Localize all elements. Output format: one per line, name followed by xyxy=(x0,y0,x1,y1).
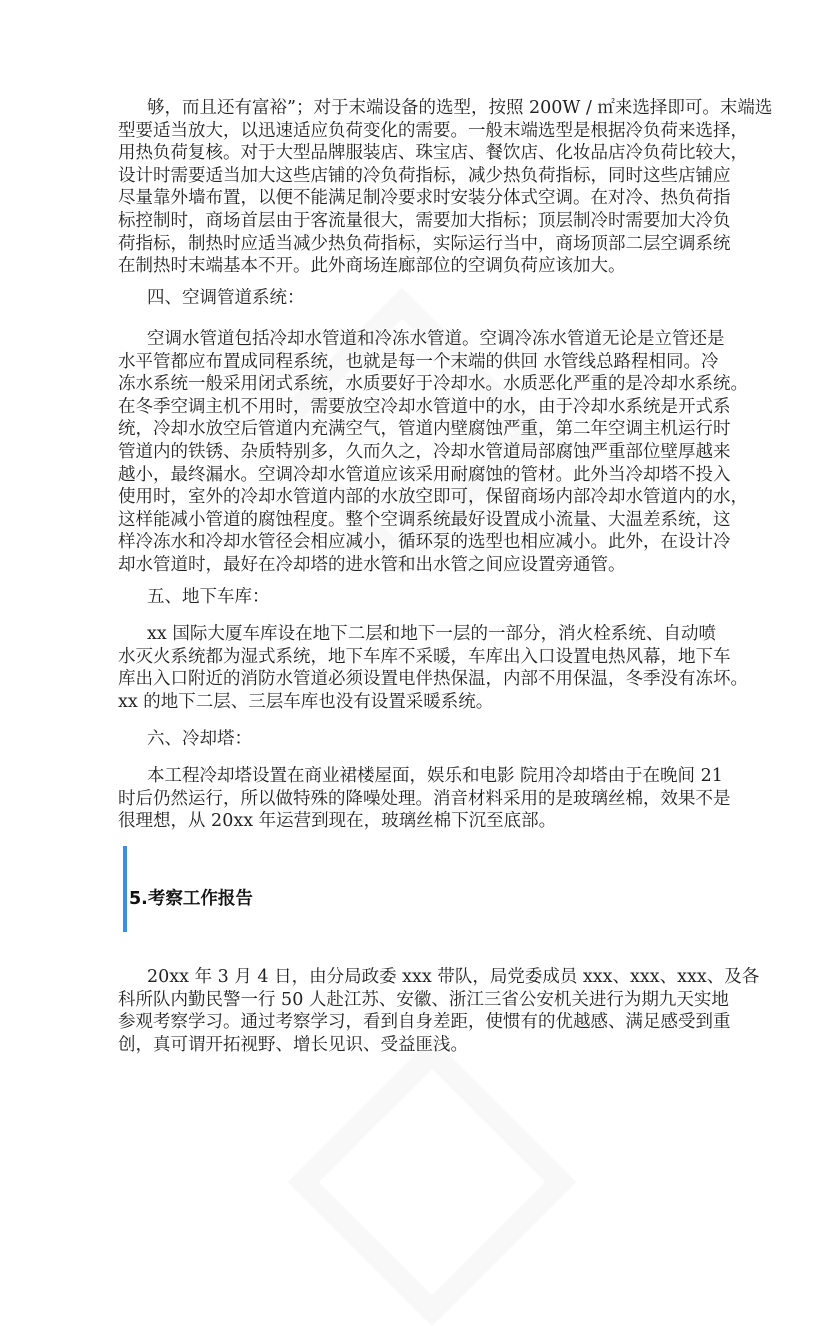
text-line: 使用时，室外的冷却水管道内部的水放空即可，保留商场内部冷却水管道内的水， xyxy=(118,487,748,508)
section-accent-bar xyxy=(123,846,127,932)
watermark-shape xyxy=(288,1038,576,1326)
text-line: 统，冷却水放空后管道内充满空气，管道内壁腐蚀严重，第二年空调主机运行时 xyxy=(118,419,731,440)
text-line: 很理想，从 20xx 年运营到现在，玻璃丝棉下沉至底部。 xyxy=(118,811,557,832)
text-line: 水灭火系统都为湿式系统，地下车库不采暖，车库出入口设置电热风幕，地下车 xyxy=(118,646,731,667)
text-line: 在冬季空调主机不用时，需要放空冷却水管道中的水，由于冷却水系统是开式系 xyxy=(118,396,731,417)
text-line: 设计时需要适当加大这些店铺的冷负荷指标，减少热负荷指标，同时这些店铺应 xyxy=(118,165,731,186)
text-line: xx 的地下二层、三层车库也没有设置采暖系统。 xyxy=(118,691,494,712)
text-line: 型要适当放大，以迅速适应负荷变化的需要。一般末端选型是根据冷负荷来选择， xyxy=(118,120,748,141)
text-line: 空调水管道包括冷却水管道和冷冻水管道。空调冷冻水管道无论是立管还是 xyxy=(147,329,725,349)
paragraph-ac-piping xyxy=(118,328,748,577)
paragraph-inspection-report xyxy=(118,966,760,1056)
text-line: 20xx 年 3 月 4 日，由分局政委 xxx 带队，局党委成员 xxx、xxx、xxx、及各 xyxy=(147,967,760,987)
heading-ac-piping: 四、空调管道系统： xyxy=(147,288,305,308)
section-title: 5.考察工作报告 xyxy=(129,889,253,909)
text-line: 管道内的铁锈、杂质特别多，久而久之，冷却水管道局部腐蚀严重部位壁厚越来 xyxy=(118,441,731,462)
text-line: 时后仍然运行，所以做特殊的降噪处理。消音材料采用的是玻璃丝棉，效果不是 xyxy=(118,788,731,809)
text-line: 样冷冻水和冷却水管径会相应减小，循环泵的选型也相应减小。此外，在设计冷 xyxy=(118,532,731,553)
paragraph-cooling-tower xyxy=(118,765,731,833)
text-line: 却水管道时，最好在冷却塔的进水管和出水管之间应设置旁通管。 xyxy=(118,554,626,575)
text-line: xx 国际大厦车库设在地下二层和地下一层的一部分，消火栓系统、自动喷 xyxy=(147,624,716,644)
text-line: 在制热时末端基本不开。此外商场连廊部位的空调负荷应该加大。 xyxy=(118,256,626,277)
text-line: 本工程冷却塔设置在商业裙楼屋面，娱乐和电影 院用冷却塔由于在晚间 21 xyxy=(147,766,723,786)
text-line: 水平管都应布置成同程系统，也就是每一个末端的供回 水管线总路程相同。冷 xyxy=(118,351,719,372)
text-line: 尽量靠外墙布置，以便不能满足制冷要求时安装分体式空调。在对冷、热负荷指 xyxy=(118,188,731,209)
text-line: 科所队内勤民警一行 50 人赴江苏、安徽、浙江三省公安机关进行为期九天实地 xyxy=(118,989,729,1010)
heading-garage: 五、地下车库： xyxy=(147,587,270,607)
text-line: 标控制时，商场首层由于客流量很大，需要加大指标；顶层制冷时需要加大冷负 xyxy=(118,210,731,231)
paragraph-garage xyxy=(118,623,748,713)
text-line: 参观考察学习。通过考察学习，看到自身差距，使惯有的优越感、满足感受到重 xyxy=(118,1012,731,1033)
text-line: 创，真可谓开拓视野、增长见识、受益匪浅。 xyxy=(118,1034,468,1055)
heading-cooling-tower: 六、冷却塔： xyxy=(147,729,252,749)
text-line: 够，而且还有富裕”；对于末端设备的选型，按照 200W / ㎡来选择即可。末端选 xyxy=(147,98,773,118)
paragraph-cooling-terminal xyxy=(118,97,773,278)
text-line: 用热负荷复核。对于大型品牌服装店、珠宝店、餐饮店、化妆品店冷负荷比较大， xyxy=(118,143,748,164)
text-line: 荷指标，制热时应适当减少热负荷指标，实际运行当中，商场顶部二层空调系统 xyxy=(118,233,731,254)
text-line: 冻水系统一般采用闭式系统，水质要好于冷却水。水质恶化严重的是冷却水系统。 xyxy=(118,374,748,395)
text-line: 这样能减小管道的腐蚀程度。整个空调系统最好设置成小流量、大温差系统，这 xyxy=(118,509,731,530)
text-line: 库出入口附近的消防水管道必须设置电伴热保温，内部不用保温，冬季没有冻坏。 xyxy=(118,669,748,690)
text-line: 越小，最终漏水。空调冷却水管道应该采用耐腐蚀的管材。此外当冷却塔不投入 xyxy=(118,464,731,485)
